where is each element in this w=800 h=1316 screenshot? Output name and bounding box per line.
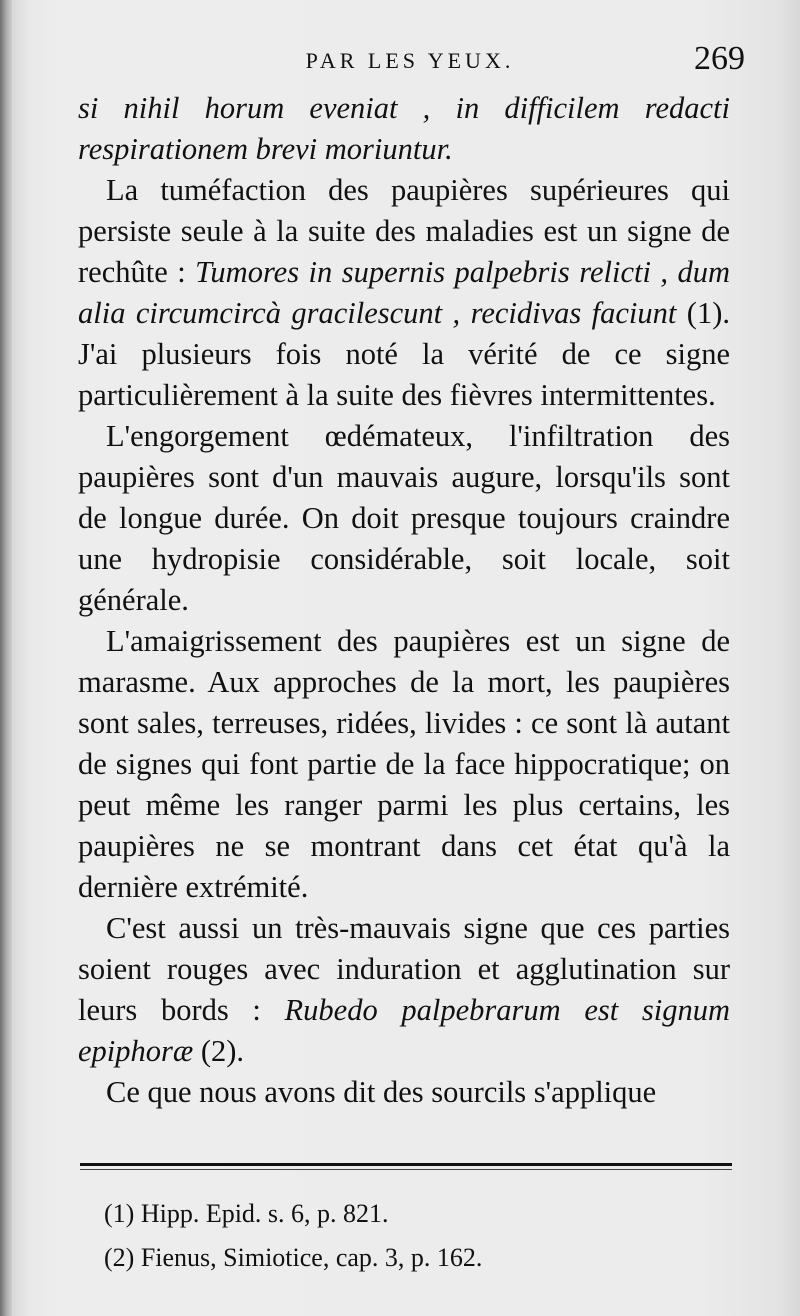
page-header xyxy=(75,40,745,90)
footnote-separator xyxy=(80,1163,732,1166)
text-run: La tuméfaction des paupières supérieures qui persiste seule à la suite des maladies est un signe de rechûte : xyxy=(78,173,730,289)
latin-quotation: Tumores in supernis palpebris relicti , dum alia circumcircà gracilescunt , recidivas faciunt xyxy=(78,255,730,330)
text-run: L'engorgement œdémateux, l'infiltration des paupières sont d'un mauvais augure, lorsqu'ils sont de longue durée. On doit presque toujours craindre une hydropisie considérable, soit locale, soit générale. xyxy=(78,419,730,617)
body-text xyxy=(78,88,730,1113)
footnote-2: (2) Fienus, Simiotice, cap. 3, p. 162. xyxy=(104,1243,483,1272)
text-run: (1). J'ai plusieurs fois noté la vérité de ce signe particulièrement à la suite des fièvres intermittentes. xyxy=(78,296,730,412)
footnote-1: (1) Hipp. Epid. s. 6, p. 821. xyxy=(104,1199,389,1228)
paragraph xyxy=(78,416,730,621)
paragraph xyxy=(78,1072,730,1113)
paragraph xyxy=(78,170,730,416)
paragraph xyxy=(78,621,730,908)
text-run: Ce que nous avons dit des sourcils s'applique xyxy=(106,1075,657,1109)
latin-quotation: Rubedo palpebrarum est signum epiphoræ xyxy=(78,993,730,1068)
page-gutter-shadow xyxy=(0,0,12,1316)
text-run: (2). xyxy=(193,1034,245,1068)
running-head: PAR LES YEUX. xyxy=(305,48,515,73)
footnotes xyxy=(104,1192,704,1280)
text-run: L'amaigrissement des paupières est un signe de marasme. Aux approches de la mort, les paupières sont sales, terreuses, ridées, livides : ce sont là autant de signes qui font partie de la face hippocratique; on peut même les ranger parmi les plus certains, les paupières ne se montrant dans cet état qu'à la dernière extrémité. xyxy=(78,624,730,904)
footnote-separator-thin xyxy=(80,1169,732,1170)
latin-quotation: si nihil horum eveniat , in difficilem redacti respirationem brevi moriuntur. xyxy=(78,91,730,166)
paragraph xyxy=(78,88,730,170)
page-number: 269 xyxy=(694,40,745,77)
text-run: C'est aussi un très-mauvais signe que ces parties soient rouges avec induration et agglutination sur leurs bords : xyxy=(78,911,730,1027)
paragraph xyxy=(78,908,730,1072)
